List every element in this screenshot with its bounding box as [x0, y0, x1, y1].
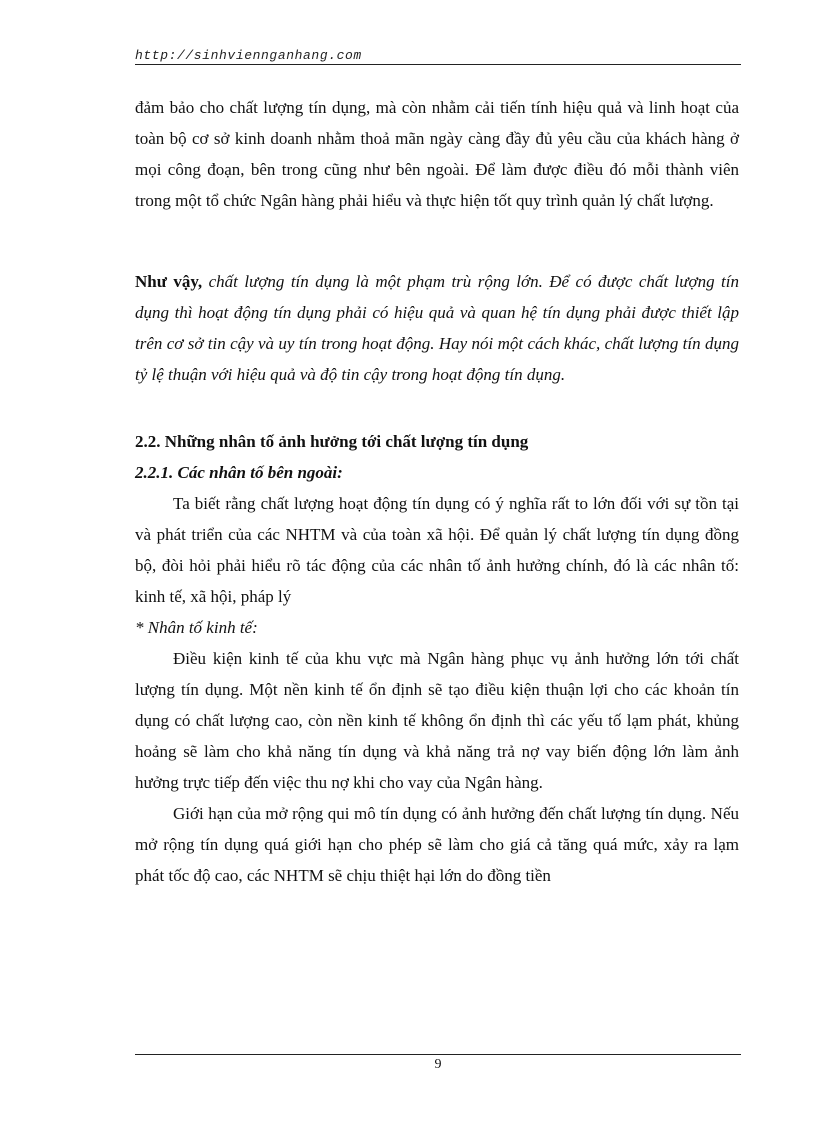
- page-number: 9: [434, 1057, 442, 1072]
- paragraph-economic-conditions: Điều kiện kinh tế của khu vực mà Ngân hàng phục vụ ảnh hưởng lớn tới chất lượng tín dụng. Một nền kinh tế ổn định sẽ tạo điều kiện thuận lợi cho các khoản tín dụng có chất lượng cao, còn nền kinh tế không ổn định thì các yếu tố lạm phát, khủng hoảng sẽ làm cho khả năng tín dụng và khả năng trả nợ vay biến động lớn làm ảnh hưởng trực tiếp đến việc thu nợ khi cho vay của Ngân hàng.: [135, 649, 739, 792]
- header-url: http://sinhviennganhang.com: [135, 48, 362, 63]
- economic-factor-label: * Nhân tố kinh tế:: [135, 618, 258, 637]
- paragraph-credit-limit: Giới hạn của mở rộng qui mô tín dụng có ảnh hưởng đến chất lượng tín dụng. Nếu mở rộng tín dụng quá giới hạn cho phép sẽ làm cho giá cả tăng quá mức, xảy ra lạm phát tốc độ cao, các NHTM sẽ chịu thiệt hại lớn do đồng tiền: [135, 804, 739, 885]
- page-header: [135, 46, 741, 65]
- summary-lead: Như vậy,: [135, 272, 203, 291]
- document-body: [135, 92, 739, 891]
- paragraph-quality-management: đảm bảo cho chất lượng tín dụng, mà còn nhằm cải tiến tính hiệu quả và linh hoạt của toàn bộ cơ sở kinh doanh nhằm thoả mãn ngày càng đầy đủ yêu cầu của khách hàng ở mọi công đoạn, bên trong cũng như bên ngoài. Để làm được điều đó mỗi thành viên trong một tổ chức Ngân hàng phải hiểu và thực hiện tốt quy trình quản lý chất lượng.: [135, 98, 739, 210]
- paragraph-intro-factors: Ta biết rằng chất lượng hoạt động tín dụng có ý nghĩa rất to lớn đối với sự tồn tại và phát triển của các NHTM và của toàn xã hội. Để quản lý chất lượng tín dụng đồng bộ, đòi hỏi phải hiểu rõ tác động của các nhân tố ảnh hưởng chính, đó là các nhân tố: kinh tế, xã hội, pháp lý: [135, 494, 739, 606]
- paragraph-summary: [135, 266, 739, 390]
- subsection-heading: 2.2.1. Các nhân tố bên ngoài:: [135, 463, 343, 482]
- section-heading: 2.2. Những nhân tố ảnh hưởng tới chất lượng tín dụng: [135, 432, 529, 451]
- summary-text: chất lượng tín dụng là một phạm trù rộng lớn. Để có được chất lượng tín dụng thì hoạt động tín dụng phải có hiệu quả và quan hệ tín dụng phải được thiết lập trên cơ sở tin cậy và uy tín trong hoạt động. Hay nói một cách khác, chất lượng tín dụng tỷ lệ thuận với hiệu quả và độ tin cậy trong hoạt động tín dụng.: [135, 272, 739, 384]
- footer-divider: [135, 1054, 741, 1055]
